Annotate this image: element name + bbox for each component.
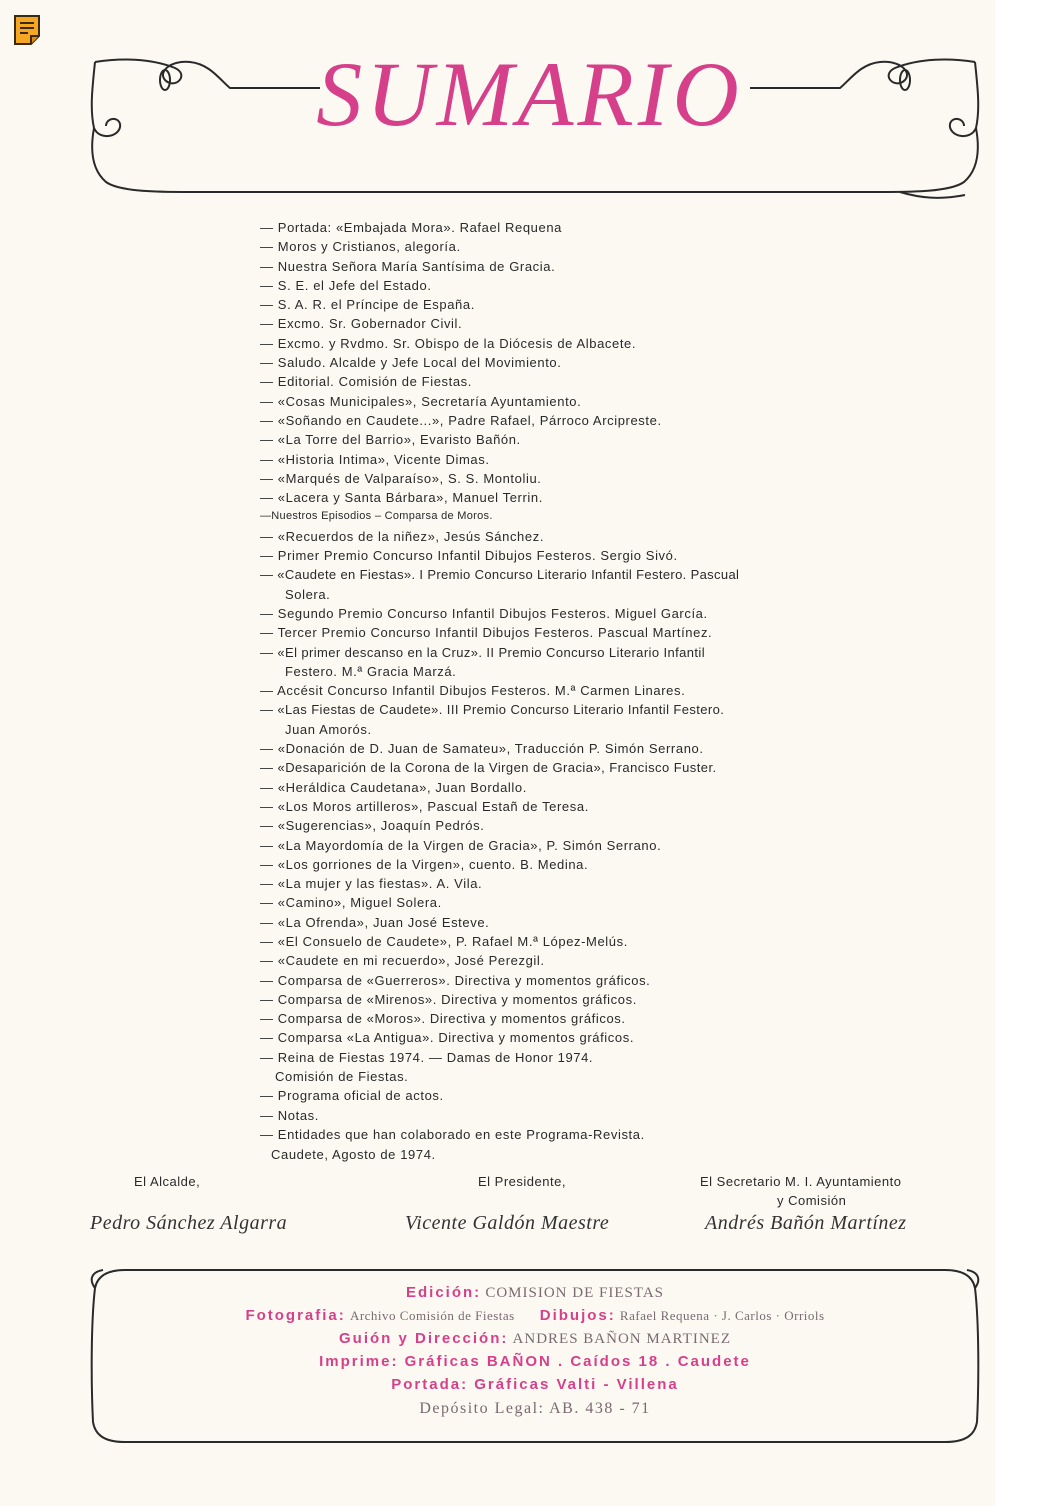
alcalde-role: El Alcalde, [134,1174,201,1189]
toc-item: — «Los Moros artilleros», Pascual Estañ de Teresa. [260,798,589,814]
toc-item: — «Los gorriones de la Virgen», cuento. B. Medina. [260,856,589,872]
toc-item: — «El Consuelo de Caudete», P. Rafael M.ª López-Melús. [260,933,628,949]
toc-item: — «El primer descanso en la Cruz». II Premio Concurso Literario Infantil [260,644,705,660]
toc-item: — «Desaparición de la Corona de la Virgen de Gracia», Francisco Fuster. [260,760,717,776]
toc-item: — Comparsa de «Moros». Directiva y momentos gráficos. [260,1011,626,1027]
secretario-role-line2: y Comisión [777,1193,847,1208]
toc-item: — Reina de Fiestas 1974. — Damas de Honor 1974. [260,1049,594,1065]
toc-item: — Moros y Cristianos, alegoría. [260,239,461,255]
toc-item: — Notas. [260,1107,319,1123]
secretario-role: El Secretario M. I. Ayuntamiento [700,1174,902,1189]
guion-label: Guión y Dirección: [339,1330,509,1347]
toc-item: — Primer Premio Concurso Infantil Dibujos Festeros. Sergio Sivó. [260,548,678,564]
toc-item-continuation: Comisión de Fiestas. [275,1069,409,1085]
secretario-signature: Andrés Bañón Martínez [705,1212,907,1234]
credit-deposito [85,1400,985,1418]
toc-item: — Editorial. Comisión de Fiestas. [260,374,472,390]
toc-item-continuation: Solera. [285,586,331,602]
fotografia-value: Archivo Comisión de Fiestas [349,1308,515,1323]
toc-item: — «Lacera y Santa Bárbara», Manuel Terrin. [260,490,543,506]
table-of-contents [260,218,820,1144]
guion-value: ANDRES BAÑON MARTINEZ [512,1331,731,1347]
toc-item: — «La Ofrenda», Juan José Esteve. [260,914,490,930]
toc-item: — S. E. el Jefe del Estado. [260,277,432,293]
toc-item: — Excmo. Sr. Gobernador Civil. [260,316,463,332]
imprime-text: Imprime: Gráficas BAÑON . Caídos 18 . Caudete [319,1353,751,1370]
page-edge [995,0,1059,1506]
toc-item: — «La Mayordomía de la Virgen de Gracia», P. Simón Serrano. [260,837,662,853]
edicion-label: Edición: [406,1284,482,1301]
toc-item: — Excmo. y Rvdmo. Sr. Obispo de la Diócesis de Albacete. [260,335,637,351]
place-date: Caudete, Agosto de 1974. [271,1147,436,1162]
toc-item: — S. A. R. el Príncipe de España. [260,297,475,313]
toc-item: — «Soñando en Caudete...», Padre Rafael, Párroco Arcipreste. [260,412,662,428]
credit-guion [85,1330,985,1348]
toc-item: — Portada: «Embajada Mora». Rafael Requena [260,220,562,235]
toc-item: — «Caudete en mi recuerdo», José Perezgil. [260,953,545,969]
credit-portada [85,1376,985,1393]
credit-fotografia-dibujos [85,1307,985,1324]
toc-item: — Saludo. Alcalde y Jefe Local del Movimiento. [260,355,562,371]
toc-item: — «Donación de D. Juan de Samateu», Traducción P. Simón Serrano. [260,741,704,757]
dibujos-label: Dibujos: [539,1307,616,1324]
toc-item: — «La Torre del Barrio», Evaristo Bañón. [260,432,521,448]
toc-item: — «Caudete en Fiestas». I Premio Concurso Literario Infantil Festero. Pascual [260,567,740,583]
toc-item: — «Camino», Miguel Solera. [260,895,442,911]
toc-item: — «Las Fiestas de Caudete». III Premio Concurso Literario Infantil Festero. [260,702,725,718]
toc-item: — «Recuerdos de la niñez», Jesús Sánchez. [260,528,545,544]
toc-item: — Comparsa de «Guerreros». Directiva y momentos gráficos. [260,972,651,988]
toc-item: — «Sugerencias», Joaquín Pedrós. [260,818,485,834]
presidente-signature: Vicente Galdón Maestre [405,1212,610,1234]
toc-item: — «Historia Intima», Vicente Dimas. [260,451,490,467]
toc-item-continuation: Juan Amorós. [285,721,372,737]
alcalde-signature: Pedro Sánchez Algarra [90,1212,288,1234]
fotografia-label: Fotografia: [245,1307,346,1324]
toc-item: — «Cosas Municipales», Secretaría Ayuntamiento. [260,393,582,409]
toc-item: — Accésit Concurso Infantil Dibujos Festeros. M.ª Carmen Linares. [260,683,686,699]
portada-text: Portada: Gráficas Valti - Villena [391,1376,679,1393]
toc-item: — «La mujer y las fiestas». A. Vila. [260,876,483,892]
credit-edicion [85,1284,985,1302]
toc-item: — «Marqués de Valparaíso», S. S. Montoliu. [260,470,542,486]
toc-item-continuation: Festero. M.ª Gracia Marzá. [285,663,457,679]
toc-item: — Programa oficial de actos. [260,1088,444,1104]
dibujos-value: Rafael Requena · J. Carlos · Orriols [619,1308,825,1323]
toc-item: — «Heráldica Caudetana», Juan Bordallo. [260,779,527,795]
credit-imprime [85,1353,985,1370]
page-title: SUMARIO [316,43,743,145]
deposito-text: Depósito Legal: AB. 438 - 71 [419,1400,651,1417]
toc-item: — Segundo Premio Concurso Infantil Dibujos Festeros. Miguel García. [260,605,708,621]
toc-item: — Comparsa de «Mirenos». Directiva y momentos gráficos. [260,991,637,1007]
toc-item: — Tercer Premio Concurso Infantil Dibujos Festeros. Pascual Martínez. [260,625,713,641]
toc-item: — Entidades que han colaborado en este Programa-Revista. [260,1126,645,1142]
presidente-role: El Presidente, [478,1174,566,1189]
edicion-value: COMISION DE FIESTAS [485,1285,664,1301]
toc-item: — Comparsa «La Antigua». Directiva y momentos gráficos. [260,1030,635,1046]
note-icon[interactable] [12,14,42,46]
toc-item: —Nuestros Episodios – Comparsa de Moros. [260,510,493,523]
toc-item: — Nuestra Señora María Santísima de Gracia. [260,258,556,274]
